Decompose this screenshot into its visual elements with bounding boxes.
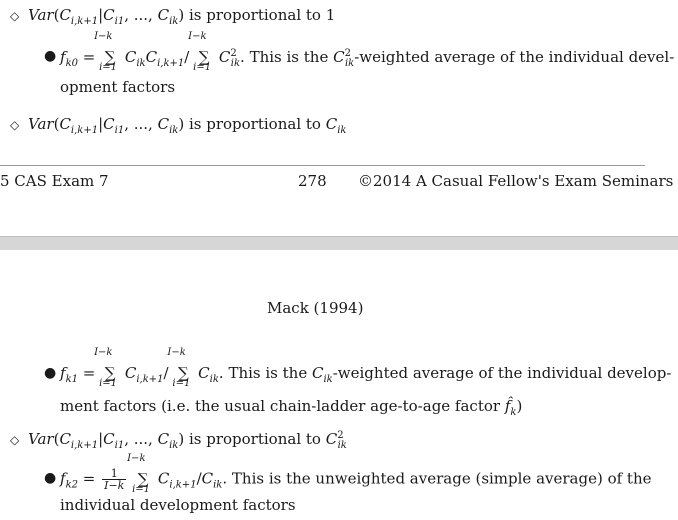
footer-left: 5 CAS Exam 7 [0,172,109,190]
page-top [0,0,678,236]
footer-rule [0,165,645,166]
formula-fk1-line: $f_{k1}$ = I−k ∑ i=1 $C_{i,k+1}/$ I−k ∑ i=1 $C_{ik}$. This is the $C_{ik}$-weighted average of the individual develop- [60,347,672,389]
diamond-bullet-icon: ◇ [10,118,20,132]
page-heading: Mack (1994) [267,299,364,317]
bullet-icon: ● [44,470,57,486]
formula-fk1-continuation: ment factors (i.e. the usual chain-ladder age-to-age factor $f̂_k$) [60,397,523,418]
page-bottom [0,250,678,520]
formula-fk0-continuation: opment factors [60,78,176,96]
formula-fk2-continuation: individual development factors [60,496,296,514]
bullet-icon: ● [44,48,57,64]
footer-page-number: 278 [298,172,327,190]
footer-copyright: ©2014 A Casual Fellow's Exam Seminars [358,172,674,190]
bullet-icon: ● [44,365,57,381]
condition-line-3: $Var(C_{i,k+1}|C_{i1}$, ..., $C_{ik}$) is proportional to $C^2_{ik}$ [28,430,347,451]
formula-fk2-line: $f_{k2}$ = $\frac{1}{I-k}$ I−k ∑ i=1 $C_{i,k+1}/C_{ik}$. This is the unweighted average (simple average) of the [60,452,652,495]
diamond-bullet-icon: ◇ [10,433,20,447]
condition-line-2: $Var(C_{i,k+1}|C_{i1}$, ..., $C_{ik}$) is proportional to $C_{ik}$ [28,115,347,136]
formula-fk0-line: $f_{k0}$ = I−k ∑ i=1 $C_{ik}C_{i,k+1}/$ I−k ∑ i=1 $C^2_{ik}$. This is the $C^2_{ik}$-weighted average of the individual devel- [60,31,675,73]
diamond-bullet-icon: ◇ [10,9,20,23]
condition-line-1: $Var(C_{i,k+1}|C_{i1}$, ..., $C_{ik}$) is proportional to 1 [28,6,336,27]
